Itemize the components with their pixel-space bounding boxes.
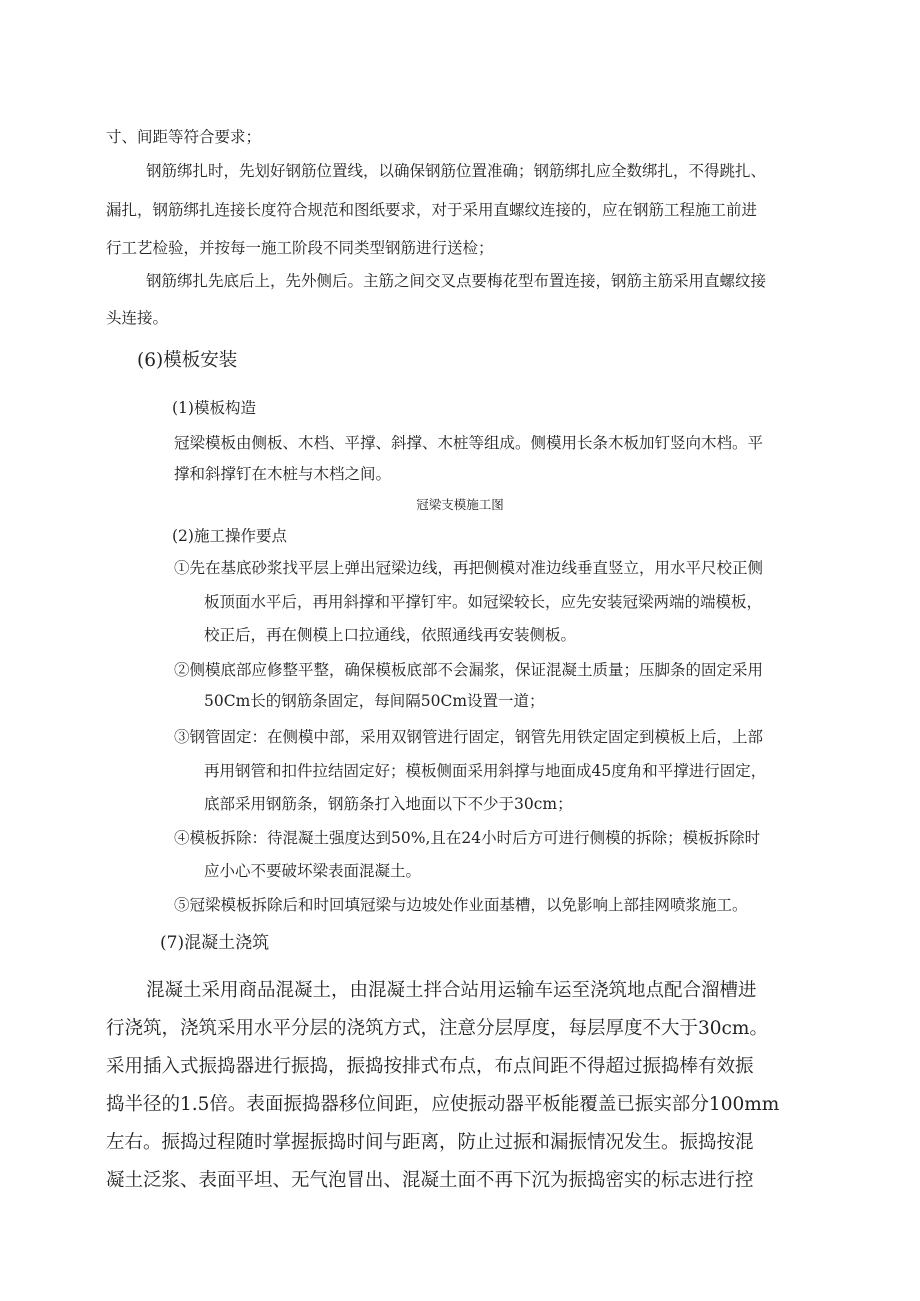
list-item-line: ①先在基底砂浆找平层上弹出冠梁边线，再把侧模对准边线垂直竖立，用水平尺校正侧 <box>174 559 764 577</box>
text-line: 混凝土采用商品混凝土，由混凝土拌合站用运输车运至浇筑地点配合溜槽进 <box>146 980 757 1001</box>
list-item-line: 底部采用钢筋条，钢筋条打入地面以下不少于30cm； <box>204 795 573 813</box>
text-line: 行浇筑，浇筑采用水平分层的浇筑方式，注意分层厚度，每层厚度不大于30cm。 <box>106 1018 768 1039</box>
subsection-heading: (1)模板构造 <box>172 399 256 417</box>
text-line: 寸、间距等符合要求； <box>106 128 262 146</box>
list-item-line: ②侧模底部应修整平整，确保模板底部不会漏浆，保证混凝土质量；压脚条的固定采用 <box>174 661 764 679</box>
list-item-line: 应小心不要破坏梁表面混凝土。 <box>204 862 422 880</box>
text-line: 行工艺检验，并按每一施工阶段不同类型钢筋进行送检； <box>106 239 494 257</box>
text-line: 捣半径的1.5倍。表面振捣器移位间距，应使振动器平板能覆盖已振实部分100mm <box>106 1094 780 1115</box>
text-line: 凝土泛浆、表面平坦、无气泡冒出、混凝土面不再下沉为振捣密实的标志进行控 <box>106 1170 754 1191</box>
text-line: 漏扎，钢筋绑扎连接长度符合规范和图纸要求，对于采用直螺纹连接的，应在钢筋工程施工前进 <box>106 201 758 219</box>
section-heading: (7)混凝土浇筑 <box>160 933 270 953</box>
list-item-line: 再用钢管和扣件拉结固定好；模板侧面采用斜撑与地面成45度角和平撑进行固定， <box>204 762 767 780</box>
text-line: 采用插入式振捣器进行振捣，振捣按排式布点，布点间距不得超过振捣棒有效振 <box>106 1056 754 1077</box>
figure-caption: 冠梁支模施工图 <box>416 497 504 512</box>
text-line: 钢筋绑扎先底后上，先外侧后。主筋之间交叉点要梅花型布置连接，钢筋主筋采用直螺纹接 <box>146 272 767 290</box>
list-item-line: ④模板拆除：待混凝土强度达到50%,且在24小时后方可进行侧模的拆除；模板拆除时 <box>174 829 761 847</box>
text-line: 冠梁模板由侧板、木档、平撑、斜撑、木桩等组成。侧模用长条木板加钉竖向木档。平 <box>174 434 764 452</box>
list-item-line: ⑤冠梁模板拆除后和时回填冠梁与边坡处作业面基槽，以免影响上部挂网喷浆施工。 <box>174 896 748 914</box>
list-item-line: 50Cm长的钢筋条固定，每间隔50Cm设置一道； <box>204 692 545 710</box>
list-item-line: 校正后，再在侧模上口拉通线，依照通线再安装侧板。 <box>204 626 577 644</box>
text-line: 头连接。 <box>106 309 169 327</box>
list-item-line: 板顶面水平后，再用斜撑和平撑钉牢。如冠梁较长，应先安装冠梁两端的端模板， <box>204 593 763 611</box>
text-line: 左右。振捣过程随时掌握振捣时间与距离，防止过振和漏振情况发生。振捣按混 <box>106 1132 754 1153</box>
text-line: 钢筋绑扎时，先划好钢筋位置线，以确保钢筋位置准确；钢筋绑扎应全数绑扎，不得跳扎、 <box>146 162 767 180</box>
subsection-heading: (2)施工操作要点 <box>172 527 287 545</box>
list-item-line: ③钢管固定：在侧模中部，采用双钢管进行固定，钢管先用铁定固定到模板上后，上部 <box>174 728 764 746</box>
section-heading: (6)模板安装 <box>137 350 238 371</box>
text-line: 撑和斜撑钉在木桩与木档之间。 <box>174 465 392 483</box>
